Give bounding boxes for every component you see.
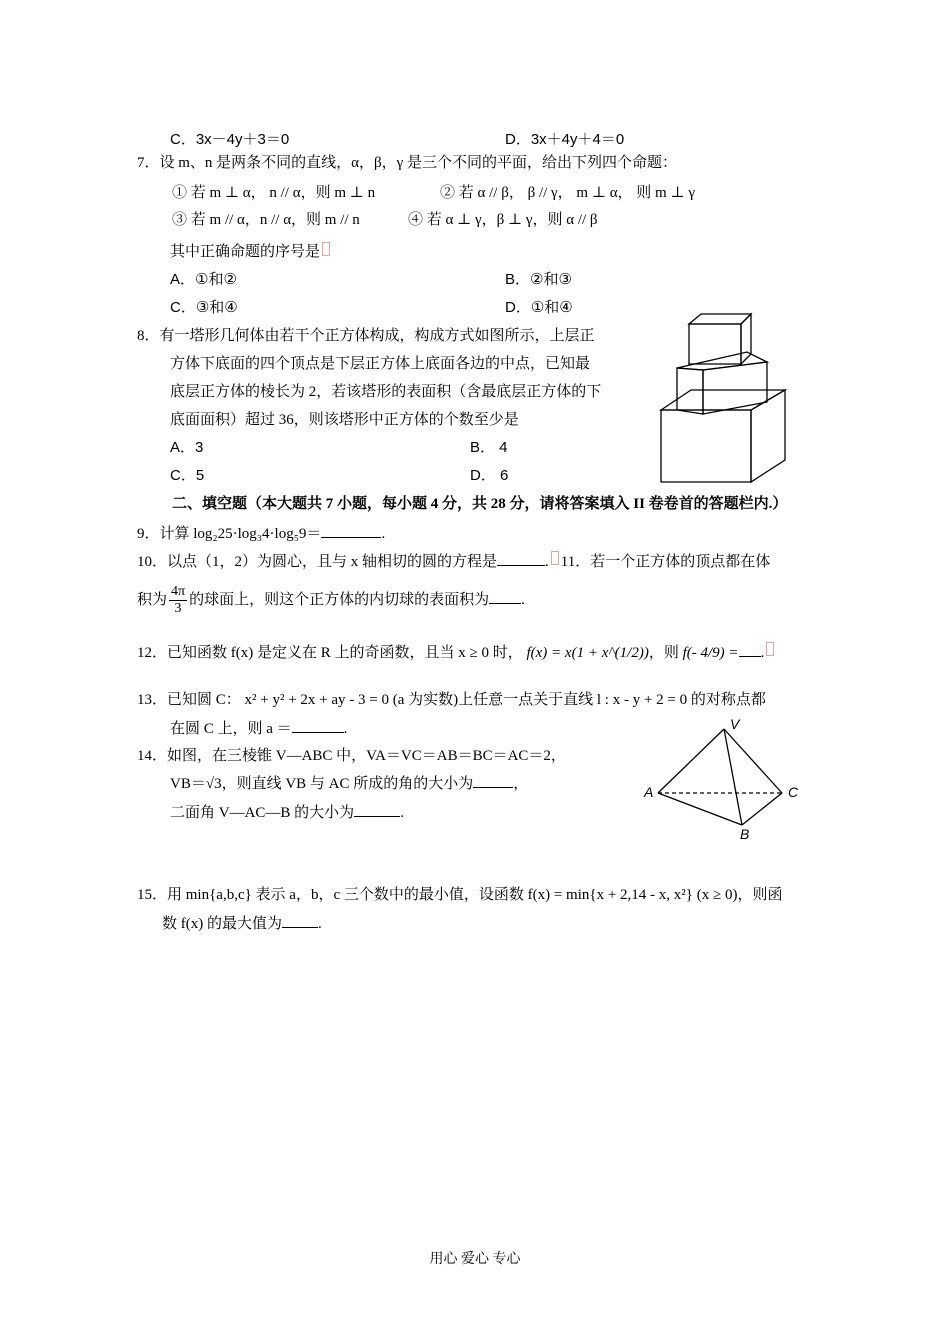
q6-option-c: C．3x－4y＋3＝0 <box>170 131 290 148</box>
q12: 12．已知函数 f(x) 是定义在 R 上的奇函数，且当 x ≥ 0 时， f(x) = x(1 + x^(1/2))，则 f(- 4/9) = . <box>137 642 776 663</box>
q7-option-d: D．①和④ <box>505 299 573 316</box>
q10: 10．以点（1，2）为圆心，且与 x 轴相切的圆的方程是 . 11．若一个正方体的顶点都在体 <box>137 551 770 572</box>
q7-proposition-1: ① 若 m ⊥ α， n // α，则 m ⊥ n <box>172 185 376 201</box>
q8-option-d: D． 6 <box>470 467 509 484</box>
vertex-a-label: A <box>644 784 654 800</box>
edit-marker-icon <box>322 242 330 256</box>
q7-option-c: C．③和④ <box>170 299 238 316</box>
q8-option-b: B． 4 <box>470 439 508 456</box>
vertex-c-label: C <box>788 784 799 800</box>
q8-line-3: 底层正方体的棱长为 2，若该塔形的表面积（含最底层正方体的下 <box>170 384 602 400</box>
vertex-b-label: B <box>740 826 750 842</box>
q13-line-1: 13．已知圆 C： x² + y² + 2x + ay - 3 = 0 (a 为实数)上任意一点关于直线 l : x - y + 2 = 0 的对称点都 <box>137 692 766 708</box>
q8-option-a: A．3 <box>170 439 204 456</box>
q8-line-1: 8．有一塔形几何体由若干个正方体构成，构成方式如图所示，上层正 <box>137 328 595 344</box>
tetrahedron-figure <box>640 715 810 845</box>
q7-option-a: A．①和② <box>170 271 237 288</box>
q13-line-2: 在圆 C 上，则 a ＝ . <box>170 718 347 739</box>
q14-line-1: 14．如图，在三棱锥 V—ABC 中，VA＝VC＝AB＝BC＝AC＝2， <box>137 748 566 764</box>
edit-marker-icon <box>766 642 774 656</box>
cube-tower-figure <box>655 310 795 488</box>
q8-line-4: 底面面积）超过 36，则该塔形中正方体的个数至少是 <box>170 412 519 428</box>
q11-line-2: 积为 $\frac{4\pi}{3}$ 的球面上，则这个正方体的内切球的表面积为 . <box>137 584 525 616</box>
vertex-v-label: V <box>730 716 740 732</box>
edit-marker-icon <box>551 551 559 565</box>
q8-line-2: 方体下底面的四个顶点是下层正方体上底面各边的中点，已知最 <box>170 356 591 372</box>
q15-line-1: 15．用 min{a,b,c} 表示 a，b，c 三个数中的最小值，设函数 f(x) = min{x + 2,14 - x, x²} (x ≥ 0)，则函 <box>137 887 783 903</box>
section-2-heading: 二、填空题（本大题共 7 小题，每小题 4 分，共 28 分，请将答案填入 II 卷卷首的答题栏内.） <box>172 496 788 512</box>
q14-line-3: 二面角 V—AC—B 的大小为 . <box>170 802 404 823</box>
q15-line-2: 数 f(x) 的最大值为 . <box>162 913 322 934</box>
q14-line-2: VB＝√3，则直线 VB 与 AC 所成的角的大小为 ， <box>170 773 528 794</box>
q7-option-b: B．②和③ <box>505 271 572 288</box>
q7-ask: 其中正确命题的序号是 <box>170 242 332 262</box>
q7-proposition-2: ② 若 α // β， β // γ， m ⊥ α， 则 m ⊥ γ <box>440 185 695 201</box>
q7-proposition-4: ④ 若 α ⊥ γ，β ⊥ γ，则 α // β <box>408 212 598 228</box>
fraction-4pi-3: $\frac{4\pi}{3}$ <box>171 584 186 616</box>
q6-option-d: D．3x＋4y＋4＝0 <box>505 131 625 148</box>
q7-proposition-3: ③ 若 m // α，n // α，则 m // n <box>172 212 360 228</box>
page-footer: 用心 爱心 专心 <box>429 1252 521 1267</box>
q9: 9．计算 log₂25·log₃4·log₅9＝ . <box>137 523 385 544</box>
q7-stem: 7．设 m、n 是两条不同的直线，α，β，γ 是三个不同的平面，给出下列四个命题： <box>137 155 678 171</box>
q8-option-c: C．5 <box>170 467 205 484</box>
